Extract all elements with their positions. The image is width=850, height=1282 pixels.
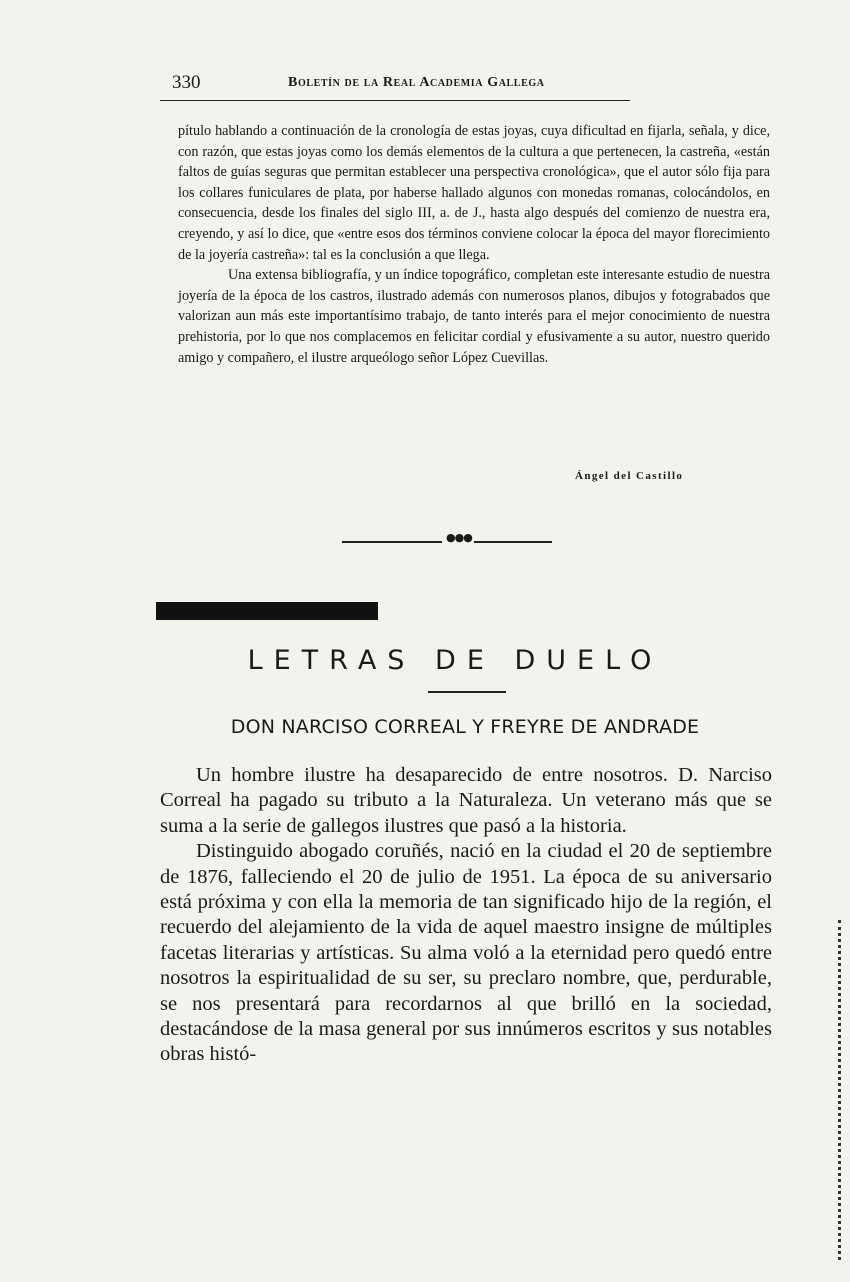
review-signature: Ángel del Castillo — [575, 470, 684, 482]
divider-dots-icon: ●●● — [446, 531, 472, 544]
review-paragraph: pítulo hablando a continuación de la cronología de estas joyas, cuya dificultad en fijarla, señala, y dice, con razón, que estas joyas como los demás elementos de la cultura a que pertenecen, la castreña, «están faltos de guías seguras que permitan establecer una perspectiva cronológica», que el autor sólo fija para los collares funiculares de plata, por haberse hallado algunos con monedas romanas, colocándolos, en consecuencia, desde los finales del siglo III, a. de J., hasta algo después del comienzo de nuestra era, creyendo, y así lo dice, que «entre esos dos términos conviene colocar la época del mayor florecimiento de la joyería castreña»: tal es la conclusión a que llega. — [178, 123, 770, 263]
page-number: 330 — [172, 72, 201, 93]
redaction-bar — [156, 602, 378, 620]
review-paragraph: Una extensa bibliografía, y un índice topográfico, completan este interesante estudio de nuestra joyería de la época de los castros, ilustrado además con numerosos planos, dibujos y fotograbados que valorizan aun más este importantísimo trabajo, de tanto interés para el mejor conocimiento de nuestra prehistoria, por lo que nos complacemos en felicitar cordial y efusivamente a su autor, nuestro querido amigo y compañero, el ilustre arqueólogo señor López Cuevillas. — [178, 267, 770, 366]
section-divider-ornament — [342, 531, 552, 547]
running-title: Boletín de la Real Academia Gallega — [288, 75, 545, 90]
divider-line — [474, 541, 552, 543]
header-rule — [160, 100, 630, 101]
scan-margin-mark — [838, 920, 847, 1260]
book-review-text — [178, 121, 770, 368]
obituary-paragraph: Un hombre ilustre ha desaparecido de entre nosotros. D. Narciso Correal ha pagado su tributo a la Naturaleza. Un veterano más que se suma a la serie de gallegos ilustres que pasó a la historia. — [160, 764, 772, 837]
divider-line — [342, 541, 442, 543]
section-title: LETRAS DE DUELO — [247, 645, 663, 676]
obituary-paragraph: Distinguido abogado coruñés, nació en la ciudad el 20 de septiembre de 1876, falleciendo el 20 de julio de 1951. La época de su aniversario está próxima y con ella la memoria de tan significado hijo de la región, el recuerdo del alejamiento de la vida de aquel maestro insigne de múltiples facetas literarias y artísticas. Su alma voló a la eternidad pero quedó entre nosotros la espiritualidad de su ser, su preclaro nombre, que, perdurable, se nos presentará para recordarnos al que brilló en la sociedad, destacándose de la masa general por sus innúmeros escritos y sus notables obras histó- — [160, 840, 772, 1066]
title-rule — [428, 691, 506, 693]
obituary-text — [160, 763, 772, 1068]
page-header — [172, 72, 772, 98]
obituary-title: DON NARCISO CORREAL Y FREYRE DE ANDRADE — [230, 716, 700, 738]
